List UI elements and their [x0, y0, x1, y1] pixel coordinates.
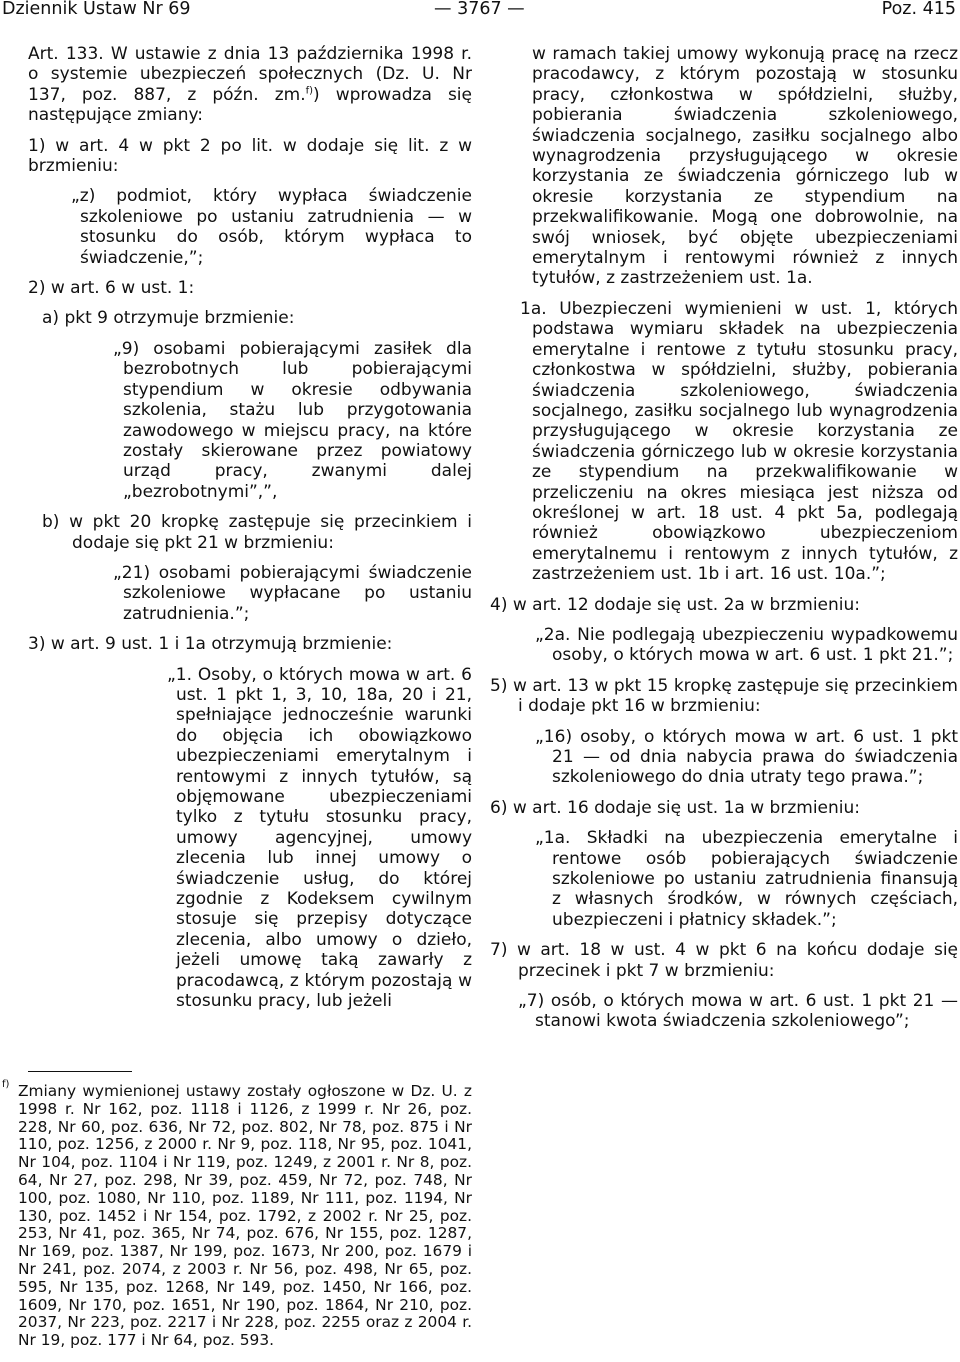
paragraph-1a: 1a. Ubezpieczeni wymienieni w ust. 1, których podstawa wymiaru składek na ubezpieczenia emerytalne i rentowe z tytułu stosunku pracy, członkostwa w spółdzielni, służby, pobierania świadczenia szkoleniowego, świadczenia socjalnego, zasiłku socjalnego lub wynagrodzenia przysługującego w okresie korzystania ze świadczenia górniczego lub w okresie korzystania ze stypendium na przekwalifikowanie w przeliczeniu na okres miesiąca jest niższa od określonej w art. 18 ust. 4 pkt 5a, podlegają również obowiązkowo ubezpieczeniom emerytalnemu i rentowym z innych tytułów, z zastrzeżeniem ust. 1b i art. 16 ust. 10a.”; — [520, 298, 958, 585]
amendment-item-3: 3) w art. 9 ust. 1 i 1a otrzymują brzmienie: — [28, 634, 393, 655]
amendment-item-2a: a) pkt 9 otrzymuje brzmienie: — [42, 308, 295, 329]
amendment-item-2: 2) w art. 6 w ust. 1: — [28, 278, 195, 299]
amendment-item-2a-quote: „9) osobami pobierającymi zasiłek dla bezrobotnych lub pobierającymi stypendium w okresie odbywania szkolenia, stażu lub przygotowania zawodowego w miejscu pracy, na które zostały skierowane przez powiatowy urząd pracy, zwanymi dalej „bezrobotnymi”,”, — [113, 338, 472, 502]
amendment-item-1-quote: „z) podmiot, który wypłaca świadczenie szkoleniowe po ustaniu zatrudnienia — w stosunku do osób, którym wypłaca to świadczenie,”; — [71, 186, 472, 268]
position-number: Poz. 415 — [881, 0, 956, 19]
article-heading: Art. 133. W ustawie z dnia 13 października 1998 r. o systemie ubezpieczeń społecznych (Dz. U. Nr 137, poz. 887, z późn. zm.$^{f)}$) wprowadza się następujące zmiany: — [28, 44, 472, 126]
amendment-item-3-quote: „1. Osoby, o których mowa w art. 6 ust. 1 pkt 1, 3, 10, 18a, 20 i 21, spełniające jednocześnie warunki do objęcia ich obowiązkowo ubezpieczeniami emerytalnym i rentowymi z innych tytułów, są objęmowane ubezpieczeniami tylko z tytułu stosunku pracy, umowy agencyjnej, umowy zlecenia lub innej umowy o świadczenie usług, do której zgodnie z Kodeksem cywilnym stosuje się przepisy dotyczące zlecenia, albo umowy o dzieło, jeżeli umowę taką zawarły z pracodawcą, z którym pozostają w stosunku pracy, lub jeżeli — [167, 664, 472, 1012]
amendment-item-2b-quote: „21) osobami pobierającymi świadczenie szkoleniowe wypłacane po ustaniu zatrudnienia.”; — [113, 562, 472, 624]
journal-title: Dziennik Ustaw Nr 69 — [2, 0, 191, 19]
quote-continuation: w ramach takiej umowy wykonują pracę na rzecz pracodawcy, z którym pozostają w stosunku pracy, członkostwa w spółdzielni, służby, pobierania świadczenia szkoleniowego, świadczenia socjalnego, zasiłku socjalnego albo wynagrodzenia przysługującego w okresie korzystania ze świadczenia górniczego lub w okresie korzystania ze stypendium na przekwalifikowanie. Mogą one dobrowolnie, na swój wniosek, być objęte ubezpieczeniami emerytalnym i rentowymi również z innych tytułów, z zastrzeżeniem ust. 1a. — [532, 44, 958, 289]
footnote-reference: f) — [305, 85, 314, 97]
footnote-separator — [28, 1071, 132, 1072]
amendment-item-5-quote: „16) osoby, o których mowa w art. 6 ust. 1 pkt 21 — od dnia nabycia prawa do świadczenia szkoleniowego do dnia utraty tego prawa.”; — [535, 726, 958, 788]
amendment-item-7: 7) w art. 18 w ust. 4 w pkt 6 na końcu dodaje się przecinek i pkt 7 w brzmieniu: — [490, 940, 958, 981]
amendment-item-4-quote: „2a. Nie podlegają ubezpieczeniu wypadkowemu osoby, o których mowa w art. 6 ust. 1 pkt 21.”; — [535, 624, 958, 666]
page-header — [0, 0, 960, 18]
left-column — [28, 44, 472, 1011]
page-number: — 3767 — — [434, 0, 525, 19]
amendment-item-7-quote: „7) osób, o których mowa w art. 6 ust. 1 pkt 21 — stanowi kwota świadczenia szkoleniowego”; — [518, 991, 958, 1032]
footnote — [0, 1079, 472, 1350]
amendment-item-6-quote: „1a. Składki na ubezpieczenia emerytalne i rentowe osób pobierających świadczenie szkoleniowe po ustaniu zatrudnienia finansują z własnych środków, w równych częściach, ubezpieczeni i płatnicy składek.”; — [535, 828, 958, 930]
footnote-mark: f) — [2, 1079, 10, 1090]
amendment-item-4: 4) w art. 12 dodaje się ust. 2a w brzmieniu: — [490, 594, 860, 615]
amendment-item-2b: b) w pkt 20 kropkę zastępuje się przecinkiem i dodaje się pkt 21 w brzmieniu: — [42, 512, 472, 553]
amendment-item-5: 5) w art. 13 w pkt 15 kropkę zastępuje się przecinkiem i dodaje pkt 16 w brzmieniu: — [490, 675, 958, 717]
right-column — [490, 44, 958, 1032]
footnote-text: Zmiany wymienionej ustawy zostały ogłoszone w Dz. U. z 1998 r. Nr 162, poz. 1118 i 1126, z 1999 r. Nr 26, poz. 228, Nr 60, poz. 636, Nr 72, poz. 802, Nr 78, poz. 875 i Nr 110, poz. 1256, z 2000 r. Nr 9, poz. 118, Nr 95, poz. 1041, Nr 104, poz. 1104 i Nr 119, poz. 1249, z 2001 r. Nr 8, poz. 64, Nr 27, poz. 298, Nr 39, poz. 459, Nr 72, poz. 748, Nr 100, poz. 1080, Nr 110, poz. 1189, Nr 111, poz. 1194, Nr 130, poz. 1452 i Nr 154, poz. 1792, z 2002 r. Nr 25, poz. 253, Nr 41, poz. 365, Nr 74, poz. 676, Nr 155, poz. 1287, Nr 169, poz. 1387, Nr 199, poz. 1673, Nr 200, poz. 1679 i Nr 241, poz. 2074, z 2003 r. Nr 56, poz. 498, Nr 65, poz. 595, Nr 135, poz. 1268, Nr 149, poz. 1450, Nr 166, poz. 1609, Nr 170, poz. 1651, Nr 190, poz. 1864, Nr 210, poz. 2037, Nr 223, poz. 2217 i Nr 228, poz. 2255 oraz z 2004 r. Nr 19, poz. 177 i Nr 64, poz. 593. — [18, 1082, 472, 1350]
amendment-item-1: 1) w art. 4 w pkt 2 po lit. w dodaje się lit. z w brzmieniu: — [28, 135, 472, 177]
amendment-item-6: 6) w art. 16 dodaje się ust. 1a w brzmieniu: — [490, 797, 860, 818]
